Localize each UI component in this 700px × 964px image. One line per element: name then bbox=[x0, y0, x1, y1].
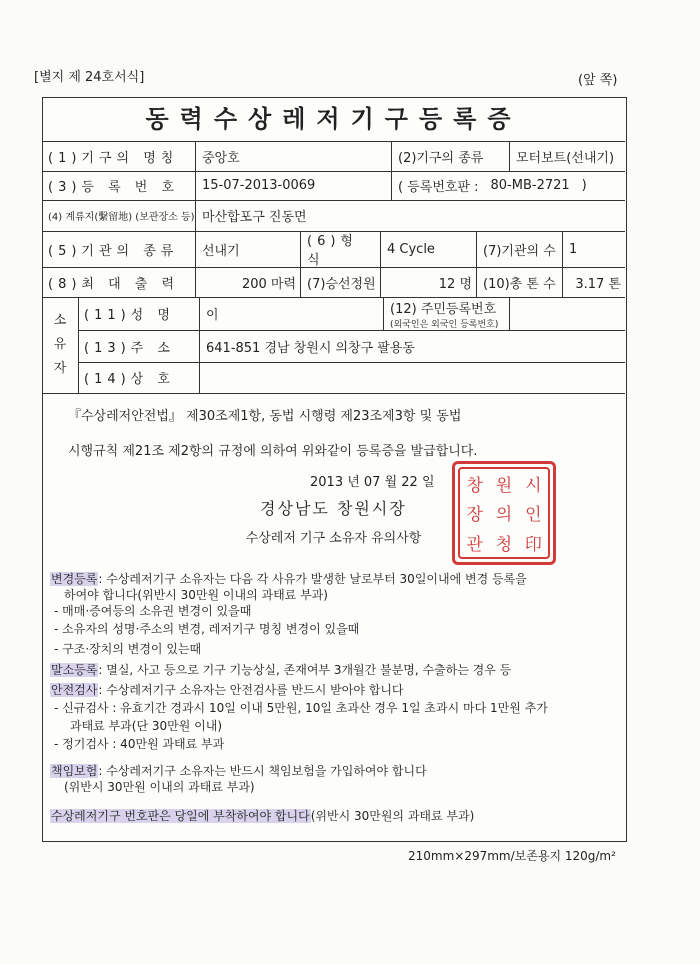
inspect-tag: 안전검사 bbox=[51, 683, 98, 697]
owner-name-value: 이 bbox=[200, 297, 384, 330]
document-title: 동력수상레저기구등록증 bbox=[42, 97, 625, 142]
cancel-tag: 말소등록 bbox=[51, 663, 98, 677]
name-value: 중앙호 bbox=[196, 142, 392, 171]
owner-id-label-cell bbox=[384, 297, 510, 330]
engine-count-value: 1 bbox=[569, 241, 578, 257]
type-value: 모터보트(선내기) bbox=[516, 151, 615, 166]
notice-plate bbox=[50, 808, 474, 824]
row-output bbox=[42, 267, 625, 298]
statement-line-2: 시행규칙 제21조 제2항의 규정에 의하여 위와같이 등록증을 발급합니다. bbox=[68, 444, 478, 459]
row-mooring bbox=[42, 200, 625, 232]
page-side: (앞 쪽) bbox=[578, 73, 618, 88]
seal-char: 창 bbox=[466, 476, 483, 497]
seal-char: 인 bbox=[525, 505, 542, 526]
cancel-text: : 멸실, 사고 등으로 기구 기능상실, 존재여부 3개월간 불분명, 수출하는 경우 등 bbox=[98, 663, 512, 677]
owner-name-label: (11)성 명 bbox=[78, 297, 200, 330]
engine-type-value: 선내기 bbox=[196, 231, 301, 267]
seal-char: 시 bbox=[525, 476, 542, 497]
change-tag: 변경등록 bbox=[51, 572, 98, 586]
row-owner-address bbox=[78, 330, 625, 363]
plate-close: ) bbox=[581, 178, 587, 193]
mooring-value: 마산합포구 진동면 bbox=[202, 210, 307, 225]
seal-char: 원 bbox=[495, 476, 513, 497]
shape-label: (6)형 식 bbox=[301, 231, 381, 267]
change-item: - 소유자의 성명·주소의 변경, 레저기구 명칭 변경이 있을때 bbox=[54, 622, 360, 636]
row-engine bbox=[42, 231, 625, 268]
inspect-item: - 신규검사 : 유효기간 경과시 10일 이내 5만원, 10일 초과산 경우 1일 초과시 마다 1만원 추가 bbox=[54, 701, 548, 715]
engine-type-label: (5)기관의 종류 bbox=[42, 231, 196, 267]
capacity-label: (7)승선정원 bbox=[301, 267, 381, 297]
mooring-label: (4) 계류지(繫留地) (보관장소 등) bbox=[42, 200, 196, 231]
issue-date: 2013 년 07 월 22 일 bbox=[310, 475, 435, 490]
insurance-text-2: (위반시 30만원 이내의 과태료 부과) bbox=[64, 780, 255, 794]
capacity-value: 12 명 bbox=[381, 267, 477, 297]
regno-label: (3)등 록 번 호 bbox=[42, 171, 196, 200]
tonnage-value: 3.17 톤 bbox=[575, 276, 621, 292]
statement-line-1: 『수상레저안전법』 제30조제1항, 동법 시행령 제23조제3항 및 동법 bbox=[68, 409, 462, 424]
issuer: 경상남도 창원시장 bbox=[260, 499, 407, 518]
change-item: - 구조·장치의 변경이 있는때 bbox=[54, 642, 202, 656]
official-seal bbox=[452, 461, 556, 565]
regno-value: 15-07-2013-0069 bbox=[196, 171, 392, 200]
owner-company-label: (14)상 호 bbox=[78, 362, 200, 393]
notice-change bbox=[50, 571, 527, 657]
owner-id-label: (12) 주민등록번호 bbox=[390, 301, 497, 317]
plate-value: 80-MB-2721 bbox=[490, 178, 570, 193]
owner-id-value bbox=[510, 297, 625, 330]
owner-char: 소 bbox=[53, 313, 67, 328]
plate-cell bbox=[392, 171, 625, 200]
insurance-text: : 수상레저기구 소유자는 반드시 책임보험을 가입하여야 합니다 bbox=[98, 764, 427, 778]
seal-char: 장 bbox=[466, 505, 483, 526]
notice-inspect bbox=[50, 682, 548, 752]
owner-company-value bbox=[200, 362, 625, 393]
row-name-type bbox=[42, 142, 625, 172]
seal-char: 관 bbox=[466, 534, 483, 555]
row-registration bbox=[42, 171, 625, 201]
notice-heading: 수상레저 기구 소유자 유의사항 bbox=[245, 531, 422, 546]
owner-char: 자 bbox=[53, 361, 67, 376]
change-text-2: 하여야 합니다(위반시 30만원 이내의 과태료 부과) bbox=[64, 588, 328, 602]
seal-char: 印 bbox=[524, 534, 542, 555]
seal-char: 청 bbox=[495, 534, 513, 555]
change-item: - 매매·증여등의 소유권 변경이 있을때 bbox=[54, 604, 252, 618]
row-owner-company bbox=[78, 362, 625, 394]
inspect-text: : 수상레저기구 소유자는 안전검사를 반드시 받아야 합니다 bbox=[98, 683, 404, 697]
plate-label: ( 등록번호판 : bbox=[398, 180, 479, 195]
insurance-tag: 책임보험 bbox=[51, 764, 98, 778]
owner-char: 유 bbox=[53, 337, 67, 352]
engine-count-label: (7)기관의 수 bbox=[477, 231, 563, 267]
owner-address-label: (13)주 소 bbox=[78, 330, 200, 362]
owner-address-value: 641-851 경남 창원시 의창구 팔용동 bbox=[206, 340, 415, 356]
inspect-item: - 정기검사 : 40만원 과태료 부과 bbox=[54, 737, 225, 751]
form-number: [별지 제 24호서식] bbox=[34, 70, 145, 85]
shape-value: 4 Cycle bbox=[381, 231, 477, 267]
row-owner-name bbox=[78, 297, 625, 331]
inspect-item: 과태료 부과(단 30만원 이내) bbox=[70, 719, 222, 733]
paper-spec: 210mm×297mm/보존용지 120g/m² bbox=[408, 849, 616, 863]
notice-insurance bbox=[50, 763, 427, 795]
name-label: (1)기구의 명칭 bbox=[42, 142, 196, 171]
plate-notice: 수상레저기구 번호판은 당일에 부착하여야 합니다 bbox=[51, 809, 310, 823]
tonnage-label: (10)총 톤 수 bbox=[477, 267, 563, 297]
notice-cancel bbox=[50, 662, 511, 678]
owner-id-note: (외국인은 외국인 등록번호) bbox=[390, 319, 499, 330]
seal-char: 의 bbox=[495, 505, 513, 526]
type-label: (2)기구의 종류 bbox=[392, 142, 510, 171]
output-value: 200 마력 bbox=[196, 267, 301, 297]
change-text: : 수상레저기구 소유자는 다음 각 사유가 발생한 날로부터 30일이내에 변경 등록을 bbox=[98, 572, 527, 586]
plate-notice-fine: (위반시 30만원의 과태료 부과) bbox=[310, 809, 475, 823]
output-label: (8)최 대 출 력 bbox=[42, 267, 196, 297]
owner-side-label bbox=[42, 297, 79, 394]
